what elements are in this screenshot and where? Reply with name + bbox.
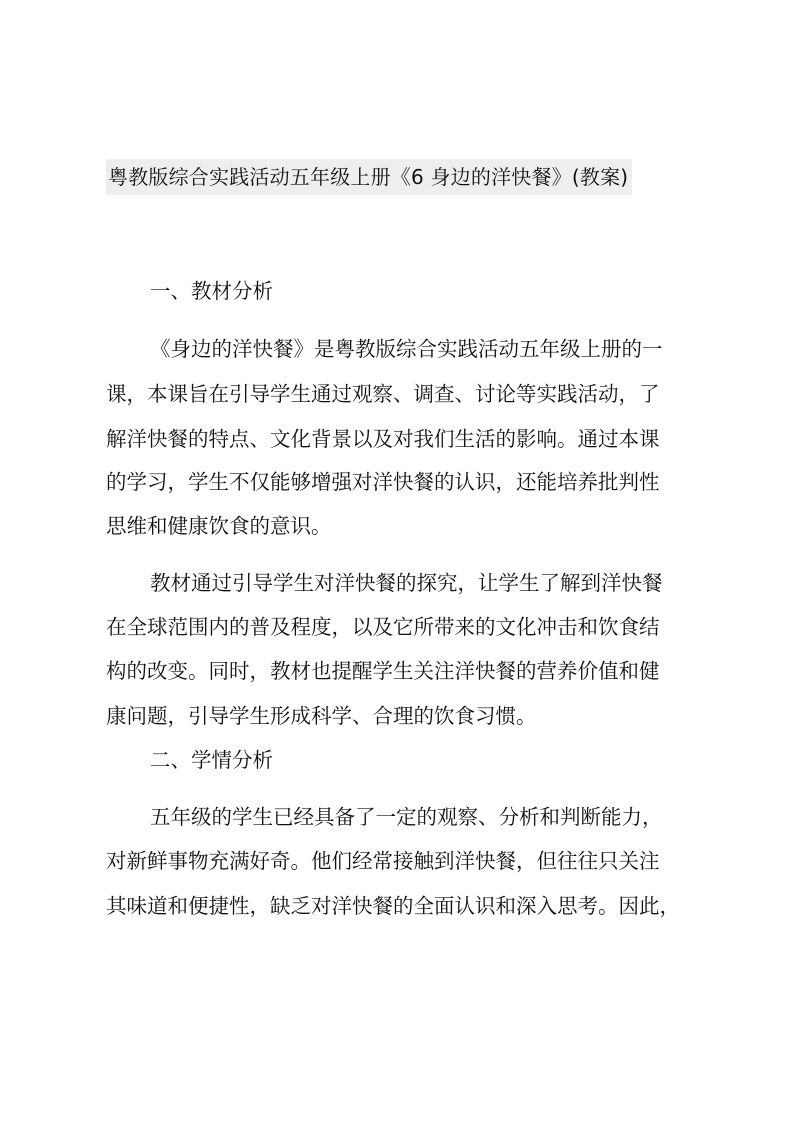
section1-para2-line4: 康问题，引导学生形成科学、合理的饮食习惯。	[106, 704, 537, 728]
section1-para1-line4: 的学习，学生不仅能够增强对洋快餐的认识，还能培养批判性	[106, 470, 660, 494]
section2-para1-line2: 对新鲜事物充满好奇。他们经常接触到洋快餐，但往往只关注	[106, 849, 660, 873]
section1-para2-line2: 在全球范围内的普及程度，以及它所带来的文化冲击和饮食结	[106, 615, 660, 639]
section2-para1-line3: 其味道和便捷性，缺乏对洋快餐的全面认识和深入思考。因此，	[106, 894, 680, 918]
section2-para1-line1: 五年级的学生已经具备了一定的观察、分析和判断能力，	[150, 805, 663, 829]
section1-para2-line1: 教材通过引导学生对洋快餐的探究，让学生了解到洋快餐	[150, 571, 663, 595]
section1-para1-line5: 思维和健康饮食的意识。	[106, 514, 332, 538]
section1-para2-line3: 构的改变。同时，教材也提醒学生关注洋快餐的营养价值和健	[106, 659, 660, 683]
section1-para1-line3: 解洋快餐的特点、文化背景以及对我们生活的影响。通过本课	[106, 427, 660, 451]
section1-heading: 一、教材分析	[150, 279, 273, 303]
section2-heading: 二、学情分析	[150, 748, 273, 772]
document-title: 粤教版综合实践活动五年级上册《6 身边的洋快餐》(教案)	[106, 159, 632, 195]
section1-para1-line1: 《身边的洋快餐》是粤教版综合实践活动五年级上册的一	[150, 337, 663, 361]
section1-para1-line2: 课，本课旨在引导学生通过观察、调查、讨论等实践活动，了	[106, 382, 660, 406]
